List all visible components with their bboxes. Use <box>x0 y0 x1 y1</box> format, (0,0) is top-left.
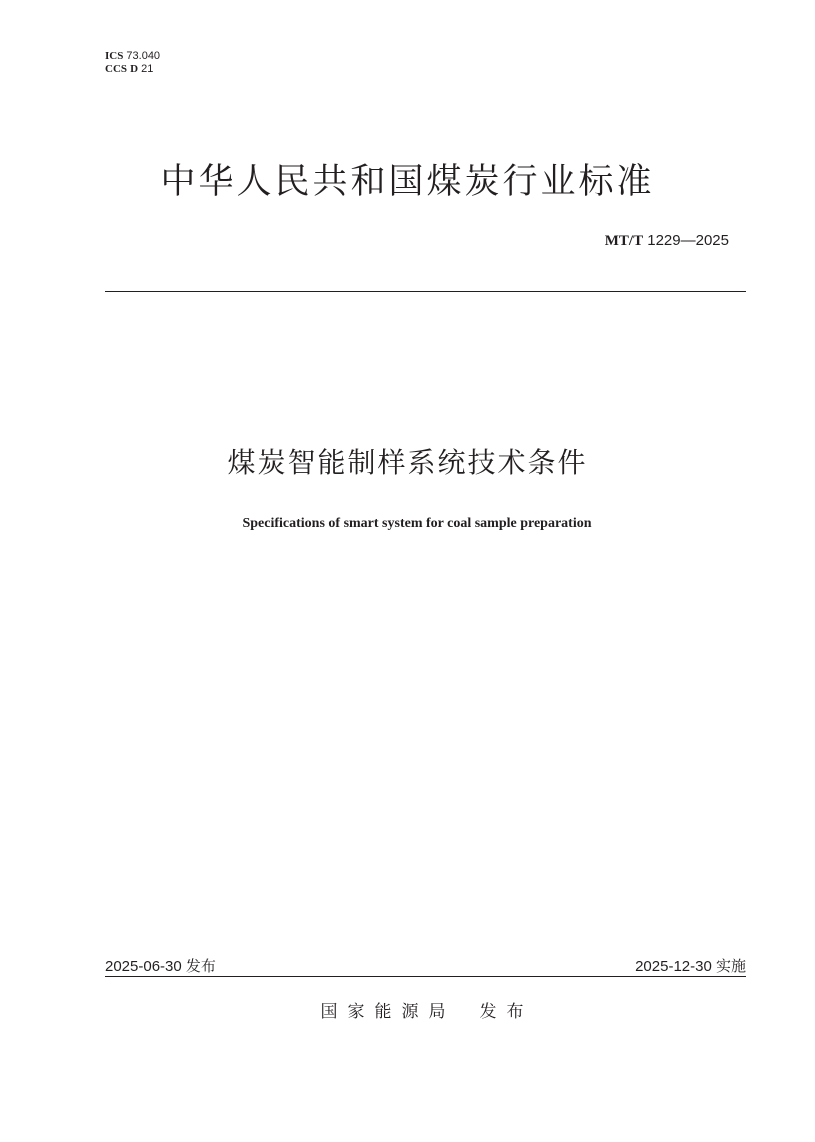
classification-codes <box>105 50 160 76</box>
footer-divider <box>105 976 746 977</box>
standard-number <box>605 231 729 251</box>
ccs-value-letter: D <box>130 63 139 75</box>
issuer-organization: 国家能源局 <box>320 1002 456 1022</box>
ics-label: ICS <box>105 50 124 62</box>
standard-category-title: 中华人民共和国煤炭行业标准 <box>160 162 655 202</box>
standard-number-prefix: MT/T <box>604 233 644 249</box>
ccs-label: CCS <box>105 63 128 75</box>
issuing-authority <box>0 1000 815 1024</box>
document-title-chinese: 煤炭智能制样系统技术条件 <box>227 446 588 479</box>
implementation-date: 2025-12-30 实施 <box>635 958 746 975</box>
standard-number-value: 1229—2025 <box>647 232 729 249</box>
ics-value: 73.040 <box>126 50 161 62</box>
ics-code <box>105 50 160 63</box>
ccs-code <box>105 63 160 76</box>
header-divider <box>105 291 746 292</box>
publish-date: 2025-06-30 发布 <box>105 958 216 975</box>
issuer-action: 发布 <box>479 1002 534 1022</box>
document-title-english: Specifications of smart system for coal sample preparation <box>242 516 592 531</box>
ccs-value-number: 21 <box>141 63 154 75</box>
